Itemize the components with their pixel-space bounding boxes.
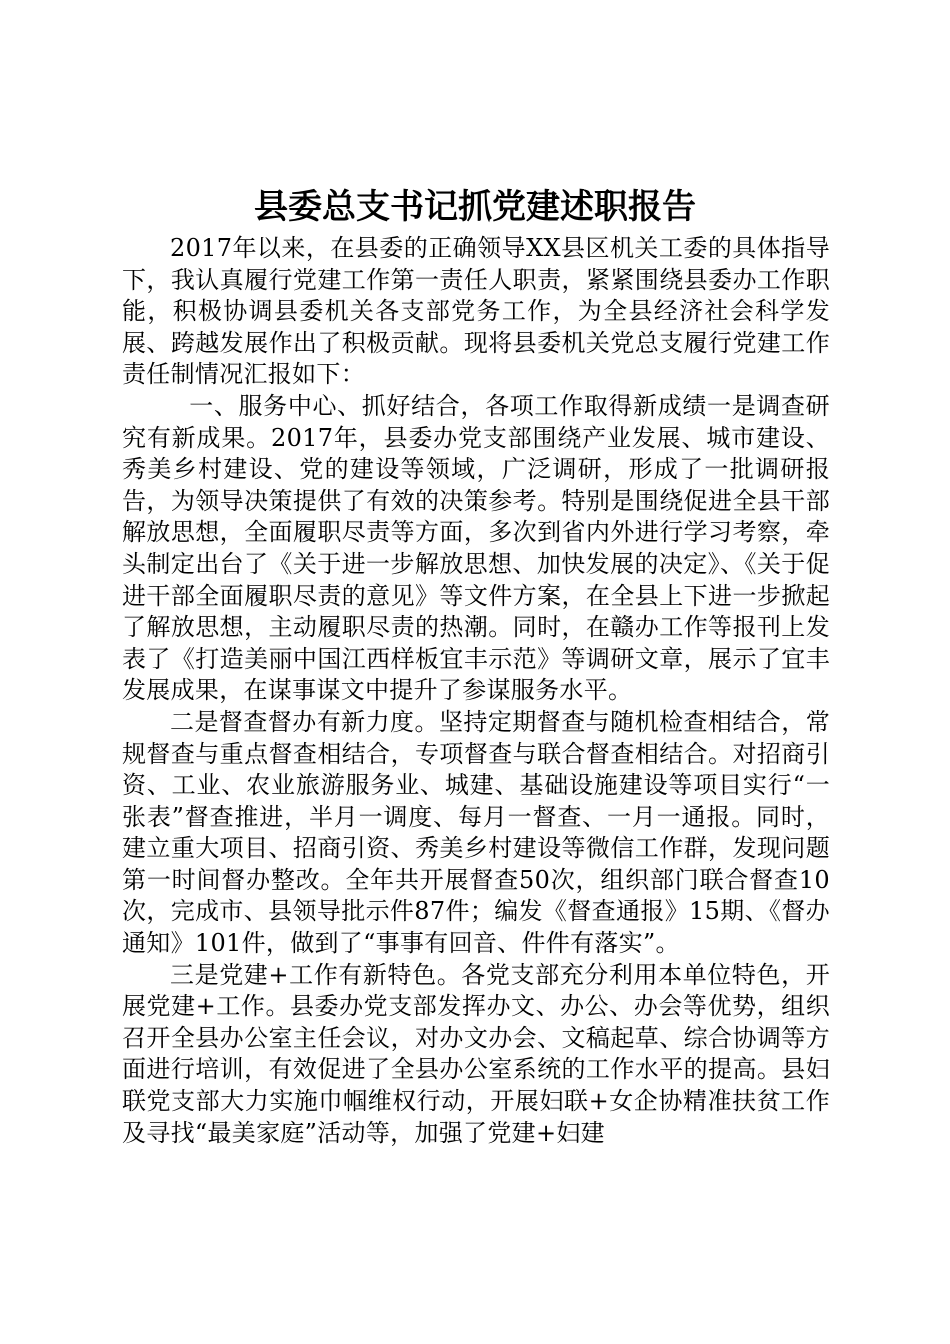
document-body (122, 233, 830, 1149)
paragraph-section-one: 一、服务中心、抓好结合，各项工作取得新成绩一是调查研究有新成果。2017年，县委办党支部围绕产业发展、城市建设、秀美乡村建设、党的建设等领域，广泛调研，形成了一批调研报告，为领导决策提供了有效的决策参考。特别是围绕促进全县干部解放思想，全面履职尽责等方面，多次到省内外进行学习考察，牵头制定出台了《关于进一步解放思想、加快发展的决定》、《关于促进干部全面履职尽责的意见》等文件方案，在全县上下进一步掀起了解放思想，主动履职尽责的热潮。同时，在赣办工作等报刊上发表了《打造美丽中国江西样板宜丰示范》等调研文章，展示了宜丰发展成果，在谋事谋文中提升了参谋服务水平。 (122, 391, 830, 705)
document-title: 县委总支书记抓党建述职报告 (254, 187, 696, 227)
paragraph-party-building-plus: 三是党建+工作有新特色。各党支部充分利用本单位特色，开展党建+工作。县委办党支部发挥办文、办公、办会等优势，组织召开全县办公室主任会议，对办文办会、文稿起草、综合协调等方面进行培训，有效促进了全县办公室系统的工作水平的提高。县妇联党支部大力实施巾帼维权行动，开展妇联+女企协精准扶贫工作及寻找“最美家庭”活动等，加强了党建+妇建 (122, 960, 830, 1147)
paragraph-supervision: 二是督查督办有新力度。坚持定期督查与随机检查相结合，常规督查与重点督查相结合，专项督查与联合督查相结合。对招商引资、工业、农业旅游服务业、城建、基础设施建设等项目实行“一张表”督查推进，半月一调度、每月一督查、一月一通报。同时，建立重大项目、招商引资、秀美乡村建设等微信工作群，发现问题第一时间督办整改。全年共开展督查50次，组织部门联合督查10次，完成市、县领导批示件87件；编发《督查通报》15期、《督办通知》101件，做到了“事事有回音、件件有落实”。 (122, 707, 830, 958)
paragraph-intro: 2017年以来，在县委的正确领导XX县区机关工委的具体指导下，我认真履行党建工作第一责任人职责，紧紧围绕县委办工作职能，积极协调县委机关各支部党务工作，为全县经济社会科学发展、跨越发展作出了积极贡献。现将县委机关党总支履行党建工作责任制情况汇报如下： (122, 234, 830, 389)
